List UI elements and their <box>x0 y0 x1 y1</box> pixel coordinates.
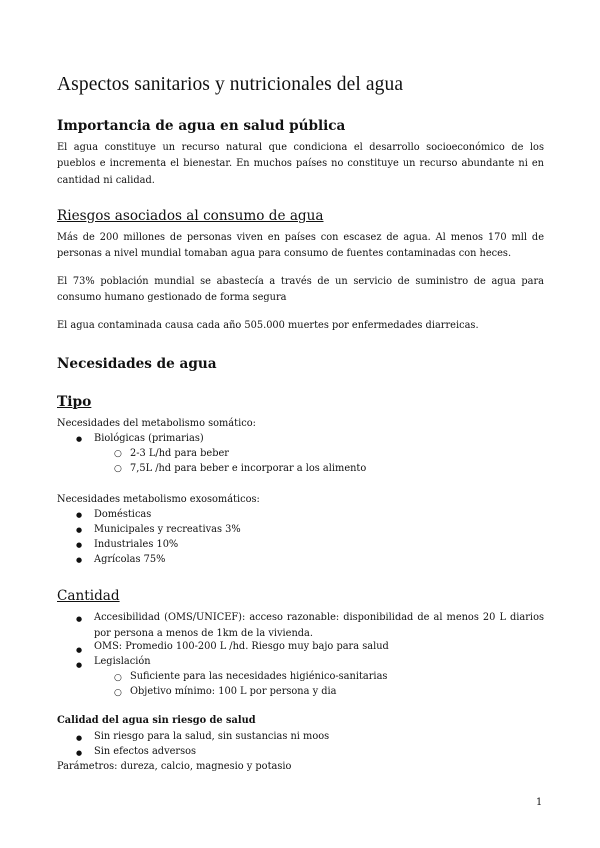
circle-bullet-icon: ○ <box>114 688 122 698</box>
list-item-oms: OMS: Promedio 100-200 L /hd. Riesgo muy bajo para salud <box>94 641 389 652</box>
list-item-sin-riesgo: Sin riesgo para la salud, sin sustancias ni moos <box>94 731 330 742</box>
circle-bullet-icon: ○ <box>114 464 122 474</box>
paragraph-riesgos-2: El 73% población mundial se abastecía a través de un servicio de suministro de agua para consumo humano gestionado de forma segura <box>57 276 544 304</box>
circle-bullet-icon: ○ <box>114 449 122 459</box>
bullet-icon: ● <box>76 435 83 443</box>
list-item-legislacion: Legislación <box>94 656 151 667</box>
list-item-domesticas: Domésticas <box>94 509 152 520</box>
list-item-beber: 2-3 L/hd para beber <box>130 448 229 459</box>
bullet-icon: ● <box>76 734 83 742</box>
list-item-agricolas: Agrícolas 75% <box>94 554 166 565</box>
label-metabolismo-exosomatico: Necesidades metabolismo exosomáticos: <box>57 494 260 505</box>
list-item-objetivo: Objetivo mínimo: 100 L por persona y dia <box>130 686 337 697</box>
section-heading-importancia: Importancia de agua en salud pública <box>57 118 346 134</box>
page-number: 1 <box>536 797 543 808</box>
paragraph-riesgos-1: Más de 200 millones de personas viven en países con escasez de agua. Al menos 170 mll de personas a nivel mundial tomaban agua para consumo de fuentes contaminadas con heces. <box>57 232 544 260</box>
section-heading-riesgos: Riesgos asociados al consumo de agua <box>57 208 324 224</box>
page-title: Aspectos sanitarios y nutricionales del agua <box>57 74 404 95</box>
label-metabolismo-somatico: Necesidades del metabolismo somático: <box>57 418 256 429</box>
bullet-icon: ● <box>76 541 83 549</box>
subheading-cantidad: Cantidad <box>57 588 120 604</box>
paragraph-riesgos-3: El agua contaminada causa cada año 505.000 muertes por enfermedades diarreicas. <box>57 320 479 331</box>
list-item-suficiente: Suficiente para las necesidades higiénico-sanitarias <box>130 671 388 682</box>
list-item-accesibilidad: Accesibilidad (OMS/UNICEF): acceso razonable: disponibilidad de al menos 20 L diarios por persona a menos de 1km de la vivienda. <box>94 612 544 639</box>
list-item-biologicas: Biológicas (primarias) <box>94 433 204 444</box>
paragraph-importancia: El agua constituye un recurso natural que condiciona el desarrollo socioeconómico de los pueblos e incrementa el bienestar. En muchos países no constituye un recurso abundante ni en cantidad ni calidad. <box>57 142 544 186</box>
label-calidad: Calidad del agua sin riesgo de salud <box>57 715 256 726</box>
circle-bullet-icon: ○ <box>114 673 122 683</box>
list-item-industriales: Industriales 10% <box>94 539 179 550</box>
bullet-icon: ● <box>76 749 83 757</box>
label-parametros: Parámetros: dureza, calcio, magnesio y potasio <box>57 761 292 772</box>
bullet-icon: ● <box>76 661 83 669</box>
list-item-beber-alimentos: 7,5L /hd para beber e incorporar a los alimento <box>130 463 367 474</box>
list-item-municipales: Municipales y recreativas 3% <box>94 524 241 535</box>
bullet-icon: ● <box>76 615 83 623</box>
subheading-tipo: Tipo <box>57 394 92 410</box>
bullet-icon: ● <box>76 511 83 519</box>
bullet-icon: ● <box>76 556 83 564</box>
list-item-sin-efectos: Sin efectos adversos <box>94 746 197 757</box>
bullet-icon: ● <box>76 646 83 654</box>
bullet-icon: ● <box>76 526 83 534</box>
section-heading-necesidades: Necesidades de agua <box>57 356 217 372</box>
